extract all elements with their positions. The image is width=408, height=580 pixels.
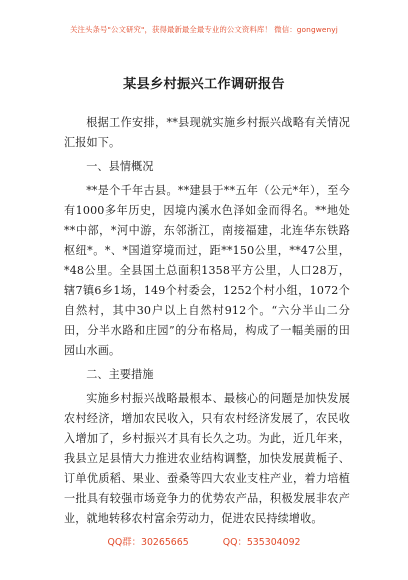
qq-number: QQ：535304092	[222, 537, 301, 548]
footer-contact	[0, 534, 408, 548]
document-title: 某县乡村振兴工作调研报告	[123, 77, 285, 92]
section-heading-measures: 二、主要措施	[86, 368, 154, 381]
overview-paragraph: **是个千年古县。**建县于**五年（公元*年），至今有1000多年历史，因境内溪水色泽如金而得名。**地处**中部，*河中游，东邻浙江，南接福建，北连华东铁路枢纽*。*、*国道穿境而过，距**150公里，**47公里，*48公里。全县国土总面积1358平方公里，人口28万，辖7镇6乡1场，149个村委会，1252个村小组，1072个自然村，其中30户以上自然村912个。“六分半山二分田，分半水路和庄园”的分布格局，构成了一幅美丽的田园山水画。	[64, 184, 350, 357]
section-heading-overview: 一、县情概况	[86, 160, 154, 173]
intro-paragraph: 根据工作安排，**县现就实施乡村振兴战略有关情况汇报如下。	[64, 116, 350, 149]
qq-group: QQ群：30265665	[107, 537, 189, 548]
document-body	[64, 113, 350, 529]
measures-paragraph: 实施乡村振兴战略最根本、最核心的问题是加快发展农村经济，增加农民收入，只有农村经济发展了，农民收入增加了，乡村振兴才具有长久之功。为此，近几年来，我县立足县情大力推进农业结构调整，加快发展黄栀子、订单优质稻、果业、蚕桑等四大农业支柱产业，着力培植一批具有较强市场竞争力的优势农产品，积极发展非农产业，就地转移农村富余劳动力，促进农民持续增收。	[64, 392, 350, 525]
promo-banner: 关注头条号"公文研究"，获得最新最全最专业的公文资料库！ 微信：gongwenyj	[70, 25, 338, 34]
